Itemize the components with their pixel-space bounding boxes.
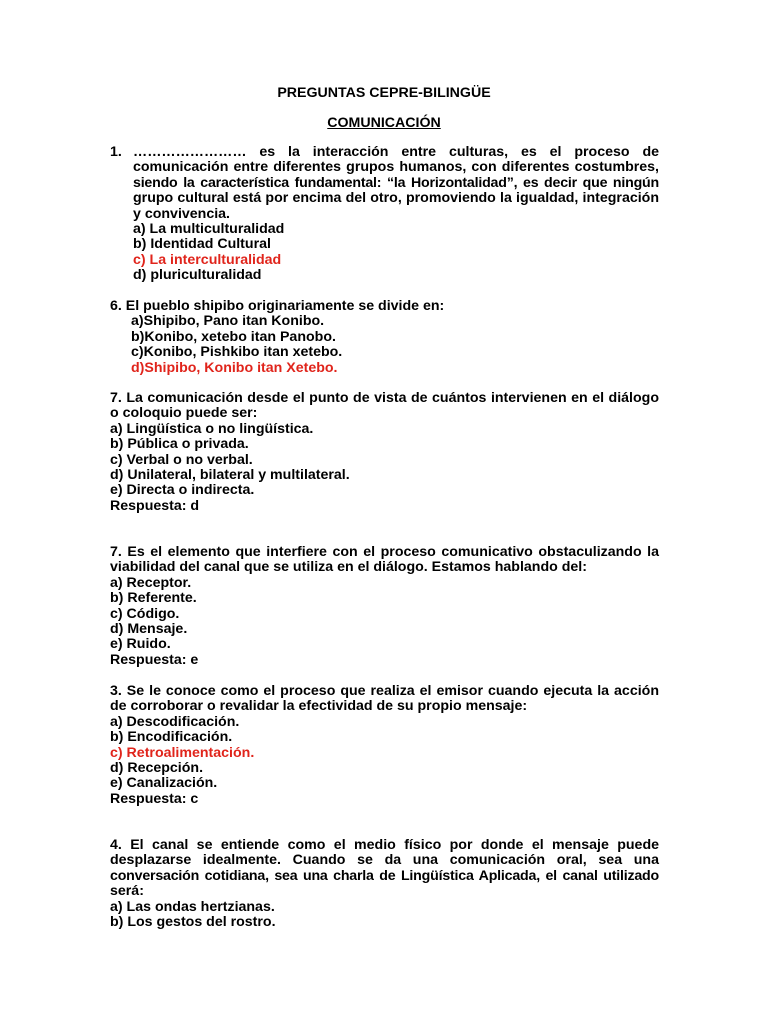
question-stem-line: será:	[110, 883, 144, 900]
question-1-stem-line: comunicación entre diferentes grupos humanos, con diferentes costumbres,	[133, 159, 659, 176]
question-6	[110, 299, 444, 376]
question-6-option-d-correct: d)Shipibo, Konibo itan Xetebo.	[131, 359, 338, 376]
question-1-option-b: b) Identidad Cultural	[133, 236, 271, 253]
question-stem-line: viabilidad del canal que se utiliza en el diálogo. Estamos hablando del:	[110, 559, 587, 576]
question-1-option-c-correct: c) La interculturalidad	[133, 251, 282, 268]
option-e: e) Canalización.	[110, 775, 218, 792]
question-6-option-b: b)Konibo, xetebo itan Panobo.	[131, 328, 336, 345]
question-stem-line: 7. La comunicación desde el punto de vista de cuántos intervienen en el diálogo	[110, 390, 659, 406]
option-e: e) Directa o indirecta.	[110, 482, 255, 499]
question-1-number: 1.	[110, 144, 122, 160]
question-stem-line: 4. El canal se entiende como el medio físico por donde el mensaje puede	[110, 837, 659, 853]
question-1-stem-line: grupo cultural está por encima del otro, promoviendo la igualdad, integración	[133, 190, 659, 207]
question-6-option-a: a)Shipibo, Pano itan Konibo.	[131, 313, 325, 330]
question-7-interference	[110, 545, 659, 668]
option-b: b) Pública o privada.	[110, 436, 249, 453]
option-c-correct: c) Retroalimentación.	[110, 744, 255, 761]
option-b: b) Los gestos del rostro.	[110, 914, 276, 931]
option-d: d) Unilateral, bilateral y multilateral.	[110, 467, 350, 484]
question-stem-line: 7. Es el elemento que interfiere con el proceso comunicativo obstaculizando la	[110, 544, 659, 560]
question-1-option-d: d) pluriculturalidad	[133, 267, 262, 284]
option-d: d) Recepción.	[110, 760, 204, 777]
option-a: a) Lingüística o no lingüística.	[110, 420, 314, 437]
question-6-stem: 6. El pueblo shipibo originariamente se divide en:	[110, 298, 445, 314]
question-stem-line: de corroborar o revalidar la efectividad de su propio mensaje:	[110, 698, 528, 715]
answer-line: Respuesta: e	[110, 651, 199, 668]
option-a: a) Receptor.	[110, 574, 192, 591]
question-7-participants	[110, 391, 659, 514]
question-stem-line: o coloquio puede ser:	[110, 405, 258, 422]
question-1-stem-line: siendo la característica fundamental: “la Horizontalidad”, es decir que ningún	[133, 174, 659, 191]
question-stem-line: desplazarse idealmente. Cuando se da una comunicación oral, sea una	[110, 852, 659, 869]
question-stem-line: 3. Se le conoce como el proceso que realiza el emisor cuando ejecuta la acción	[110, 683, 659, 699]
question-1-stem-line: y convivencia.	[133, 205, 230, 222]
option-a: a) Las ondas hertzianas.	[110, 898, 275, 915]
question-stem-line: conversación cotidiana, sea una charla de Lingüística Aplicada, el canal utilizado	[110, 867, 659, 884]
page-subtitle: COMUNICACIÓN	[327, 115, 441, 131]
question-3	[110, 684, 659, 807]
answer-line: Respuesta: c	[110, 790, 199, 807]
question-4	[110, 838, 659, 930]
option-a: a) Descodificación.	[110, 713, 240, 730]
option-e: e) Ruido.	[110, 636, 171, 653]
question-6-option-c: c)Konibo, Pishkibo itan xetebo.	[131, 344, 343, 361]
option-b: b) Encodificación.	[110, 729, 233, 746]
option-c: c) Verbal o no verbal.	[110, 451, 253, 468]
page-title: PREGUNTAS CEPRE-BILINGÜE	[277, 85, 491, 101]
option-b: b) Referente.	[110, 590, 197, 607]
answer-line: Respuesta: d	[110, 497, 200, 514]
question-1-stem-line: …………………… es la interacción entre culturas, es el proceso de	[133, 144, 659, 160]
question-1	[133, 145, 659, 284]
option-c: c) Código.	[110, 605, 180, 622]
option-d: d) Mensaje.	[110, 621, 188, 638]
question-1-option-a: a) La multiculturalidad	[133, 221, 285, 238]
